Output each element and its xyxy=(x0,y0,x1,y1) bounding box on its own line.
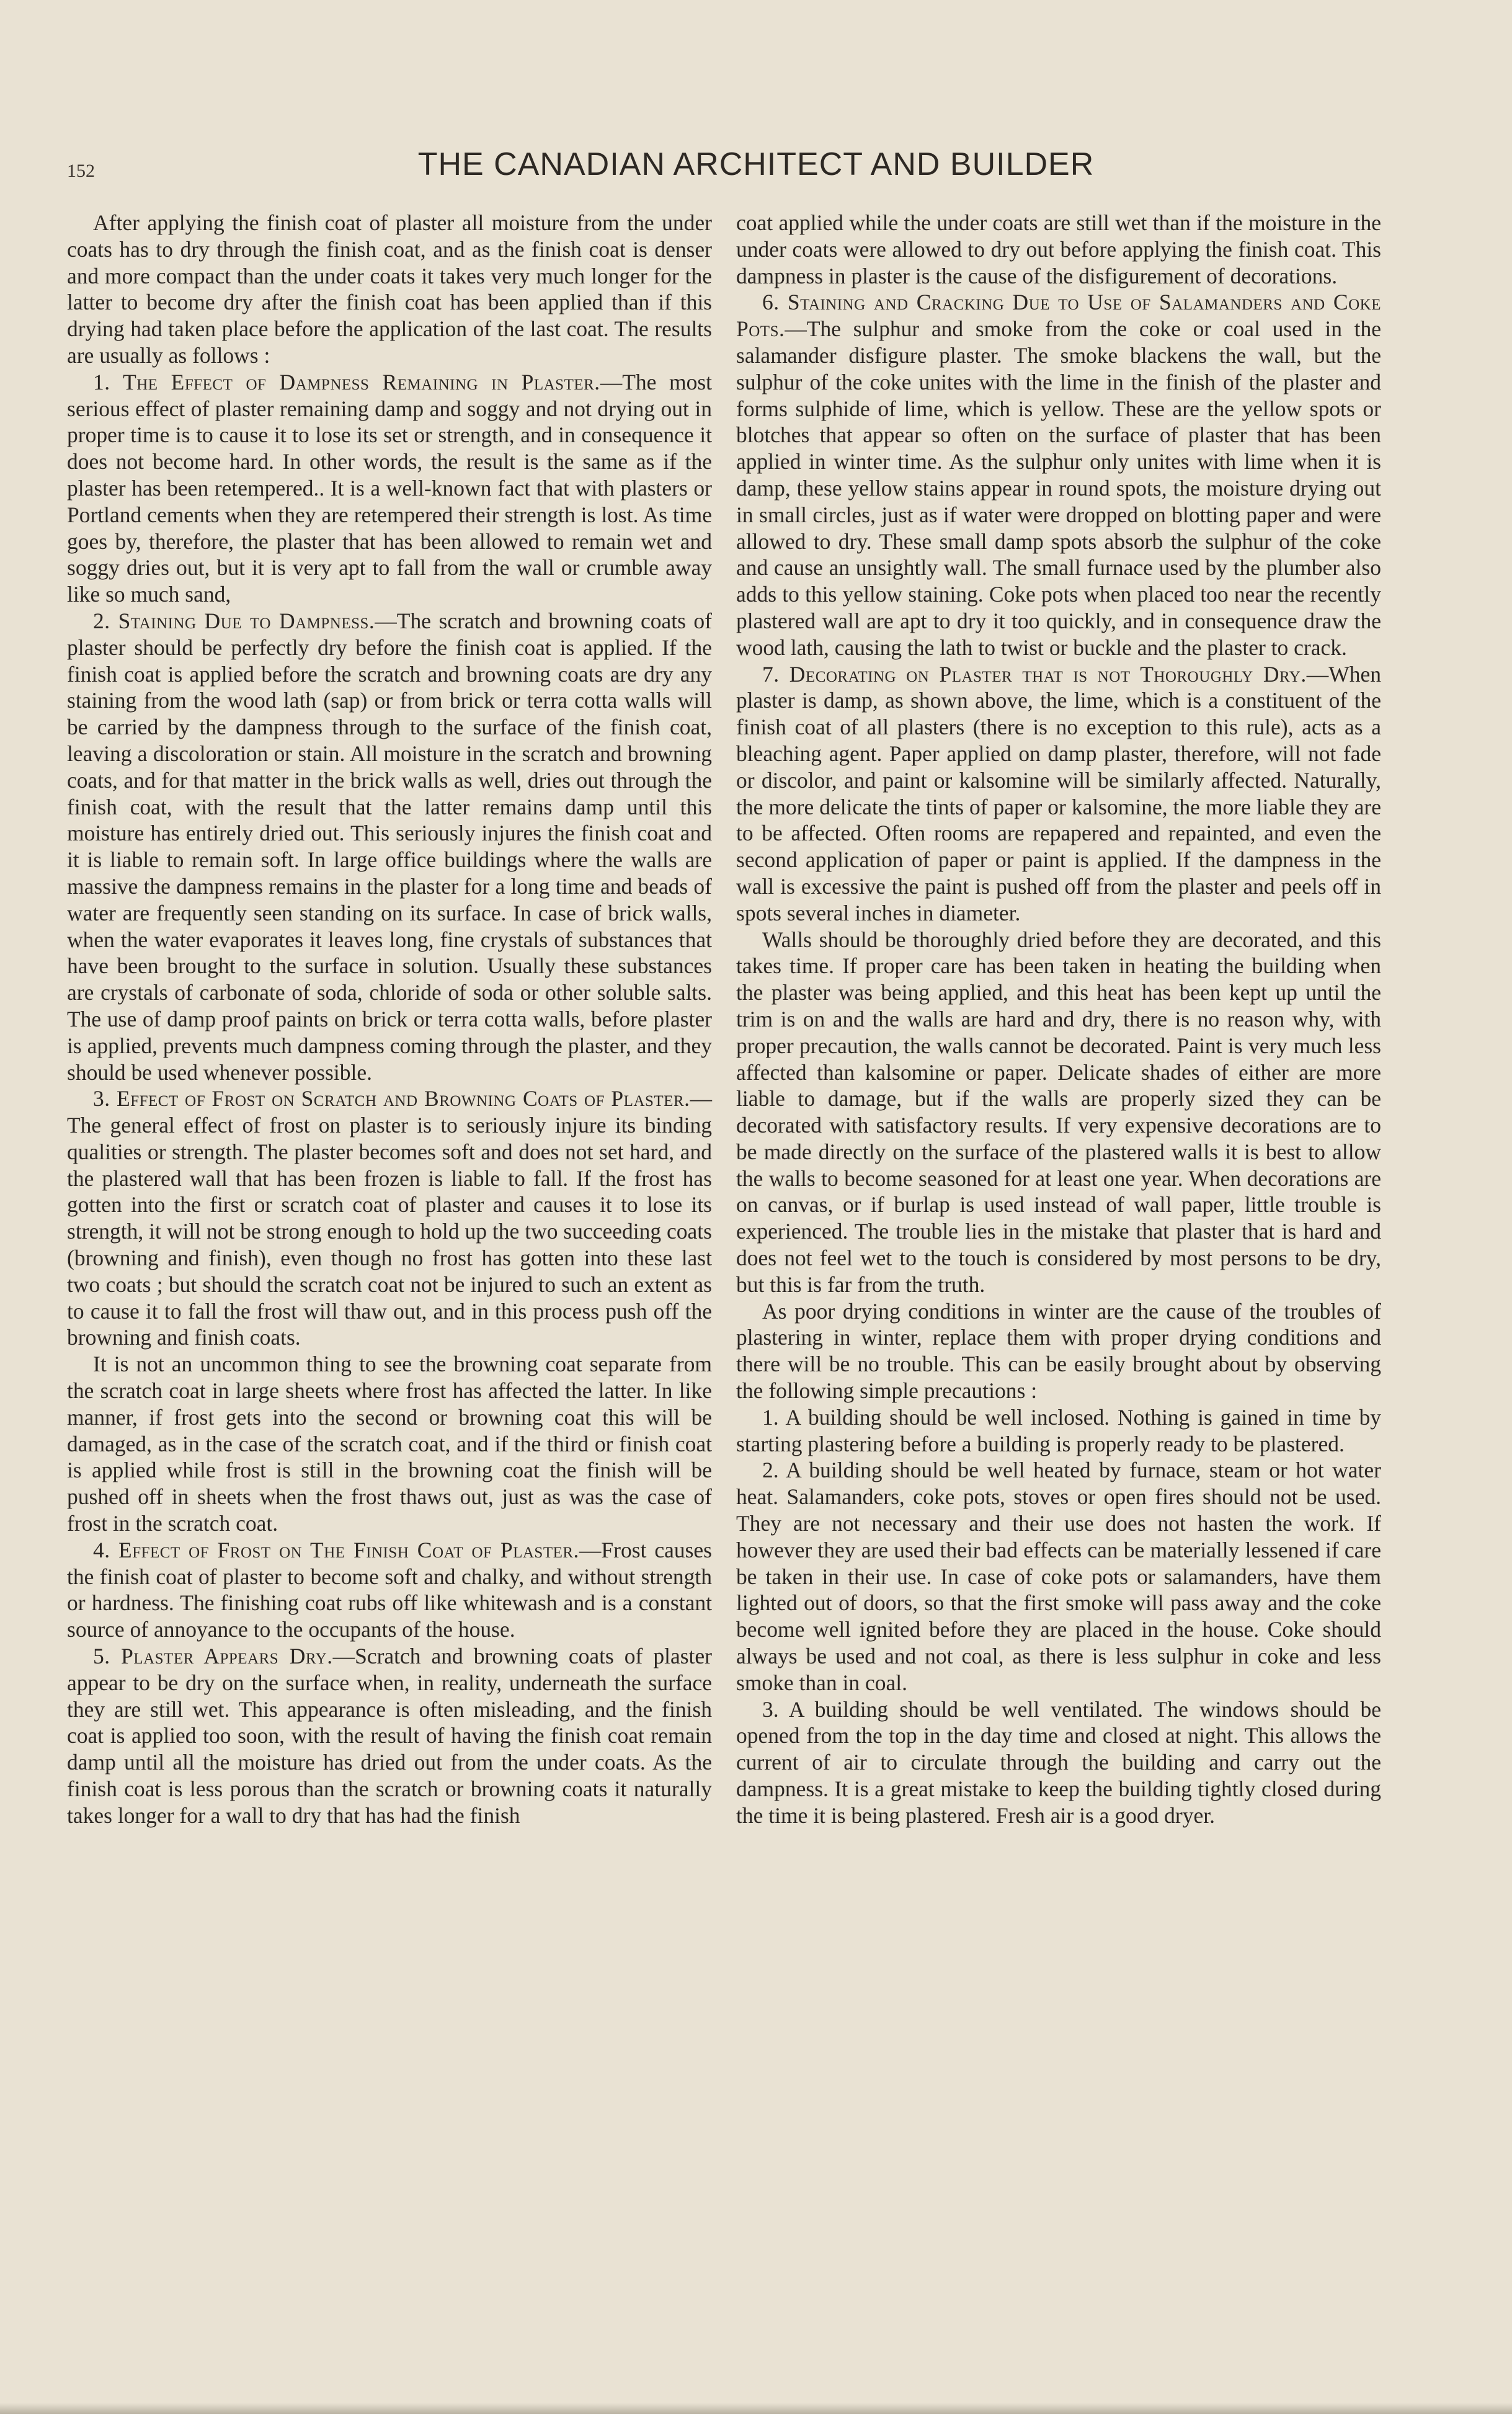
section-5-body: —Scratch and browning coats of plaster appear to be dry on the surface when, in reality, underneath the surface they are still wet. This appearance is often misleading, and the finish coat is applied too soon, with the result of having the finish coat remain damp until all the moisture has dried out from the under coats. As the finish coat is less porous than the scratch or browning coats it naturally takes longer for a wall to dry that has had the finish xyxy=(67,1644,712,1828)
section-3-body: —The general effect of frost on plaster is to seriously injure its binding qualities or strength. The plaster becomes soft and does not set hard, and the plastered wall that has been frozen is liable to fall. If the frost has gotten into the first or scratch coat of plaster and causes it to lose its strength, it will not be strong enough to hold up the two succeeding coats (browning and finish), even though no frost has gotten into these last two coats ; but should the scratch coat not be injured to such an extent as to cause it to fall the frost will thaw out, and in this process push off the browning and finish coats. xyxy=(67,1086,712,1350)
section-1-heading: 1. The Effect of Dampness Remaining in Plaster. xyxy=(93,369,600,394)
precautions-intro: As poor drying conditions in winter are the cause of the troubles of plastering in winter, replace them with proper drying conditions and there will be no trouble. This can be easily brought about by observing the following simple precautions : xyxy=(736,1298,1381,1404)
section-5 xyxy=(67,1643,712,1829)
walls-paragraph: Walls should be thoroughly dried before they are decorated, and this takes time. If proper care has been taken in heating the building when the plaster was being applied, and this heat has been kept up until the trim is on and the walls are hard and dry, there is no reason why, with proper precaution, the walls cannot be decorated. Paint is very much less affected than kalsomine or paper. Delicate shades of either are more liable to damage, but if the walls are properly sized they can be decorated with satisfactory results. If very expensive decorations are to be made directly on the surface of the plastered walls it is best to allow the walls to become seasoned for at least one year. When decorations are on canvas, or if burlap is used instead of wall paper, little trouble is experienced. The trouble lies in the mistake that plaster that is hard and does not feel wet to the touch is considered by most persons to be dry, but this is far from the truth. xyxy=(736,927,1381,1297)
page-header xyxy=(0,146,1512,195)
section-6-body: —The sulphur and smoke from the coke or coal used in the salamander disfigure plaster. The smoke blackens the wall, but the sulphur of the coke unites with the lime in the finish of the plaster and forms sulphide of lime, which is yellow. These are the yellow spots or blotches that appear so often on the surface of plaster that has been applied in winter time. As the sulphur only unites with lime when it is damp, these yellow stains appear in round spots, the moisture drying out in small circles, just as if water were dropped on blotting paper and were allowed to dry. These small damp spots absorb the sulphur of the coke and cause an unsightly wall. The small furnace used by the plumber also adds to this yellow staining. Coke pots when placed too near the recently plastered wall are apt to dry it too quickly, and in consequence draw the wood lath, causing the lath to twist or buckle and the plaster to crack. xyxy=(736,316,1381,660)
section-7 xyxy=(736,661,1381,927)
precaution-2: 2. A building should be well heated by furnace, steam or hot water heat. Salamanders, coke pots, stoves or open fires should not be used. They are not necessary and their use does not hasten the work. If however they are used their bad effects can be materially lessened if care be taken in their use. In case of coke pots or salamanders, have them lighted out of doors, so that the first smoke will pass away and the coke become well ignited before they are placed in the house. Coke should always be used and not coal, as there is less sulphur in coke and less smoke than in coal. xyxy=(736,1458,1381,1695)
journal-title: THE CANADIAN ARCHITECT AND BUILDER xyxy=(417,146,1095,182)
section-7-heading: 7. Decorating on Plaster that is not Thoroughly Dry. xyxy=(762,661,1307,687)
section-4 xyxy=(67,1537,712,1643)
intro-paragraph: After applying the finish coat of plaster all moisture from the under coats has to dry through the finish coat, and as the finish coat is denser and more compact than the under coats it takes very much longer for the latter to become dry after the finish coat has been applied than if this drying had taken place before the application of the last coat. The results are usually as follows : xyxy=(67,210,712,368)
continued-paragraph: coat applied while the under coats are still wet than if the moisture in the under coats were allowed to dry out before applying the finish coat. This dampness in plaster is the cause of the disfigurement of decorations. xyxy=(736,210,1381,288)
section-7-body: —When plaster is damp, as shown above, the lime, which is a constituent of the finish coat of all plasters (there is no exception to this rule), acts as a bleaching agent. Paper applied on damp plaster, therefore, will not fade or discolor, and paint or kalsomine will be similarly affected. Naturally, the more delicate the tints of paper or kalsomine, the more liable they are to be affected. Often rooms are repapered and repainted, and even the second application of paper or paint is applied. If the dampness in the wall is excessive the paint is pushed off from the plaster and peels off in spots several inches in diameter. xyxy=(736,661,1381,925)
section-1-body: —The most serious effect of plaster remaining damp and soggy and not drying out in proper time is to cause it to lose its set or strength, and in consequence it does not become hard. In other words, the result is the same as if the plaster has been retempered.. It is a well-known fact that with plasters or Portland cements when they are retempered their strength is lost. As time goes by, therefore, the plaster that has been allowed to remain wet and soggy dries out, but it is very apt to fall from the wall or crumble away like so much sand, xyxy=(67,369,713,607)
section-1 xyxy=(67,369,712,608)
precaution-1: 1. A building should be well inclosed. Nothing is gained in time by starting plastering before a building is properly ready to be plastered. xyxy=(736,1404,1381,1456)
right-column xyxy=(736,210,1381,1829)
page-number: 152 xyxy=(67,161,95,181)
section-6-heading: 6. Staining and Cracking Due to Use of Salamanders and Coke Pots. xyxy=(736,290,1381,342)
section-5-heading: 5. Plaster Appears Dry. xyxy=(93,1644,333,1669)
section-3-heading: 3. Effect of Frost on Scratch and Browning Coats of Plaster. xyxy=(93,1086,690,1111)
section-2-body: —The scratch and browning coats of plaster should be perfectly dry before the finish coat is applied. If the finish coat is applied before the scratch and browning coats are dry any staining from the wood lath (sap) or from brick or terra cotta walls will be carried by the dampness through to the surface of the finish coat, leaving a discoloration or stain. All moisture in the scratch and browning coats, and for that matter in the brick walls as well, dries out through the finish coat, with the result that the latter remains damp until this moisture has entirely dried out. This seriously injures the finish coat and it is liable to remain soft. In large office buildings where the walls are massive the dampness remains in the plaster for a long time and beads of water are frequently seen standing on its surface. In case of brick walls, when the water evaporates it leaves long, fine crystals of substances that have been brought to the surface in solution. Usually these substances are crystals of carbonate of soda, chloride of soda or other soluble salts. The use of damp proof paints on brick or terra cotta walls, before plaster is applied, prevents much dampness coming through the plaster, and they should be used whenever possible. xyxy=(67,608,712,1085)
section-2 xyxy=(67,608,712,1085)
page-edge-shadow xyxy=(0,2403,1512,2414)
section-4-body: —Frost causes the finish coat of plaster to become soft and chalky, and without strength or hardness. The finishing coat rubs off like whitewash and is a constant source of annoyance to the occupants of the house. xyxy=(67,1537,712,1642)
section-3-paragraph-2: It is not an uncommon thing to see the browning coat separate from the scratch coat in large sheets where frost has affected the latter. In like manner, if frost gets into the second or browning coat this will be damaged, as in the case of the scratch coat, and if the third or finish coat is applied while frost is still in the browning coat the finish will be pushed off in sheets when the frost thaws out, just as was the case of frost in the scratch coat. xyxy=(67,1352,712,1536)
precaution-3: 3. A building should be well ventilated. The windows should be opened from the top in the day time and closed at night. This allows the current of air to circulate through the building and carry out the dampness. It is a great mistake to keep the building tightly closed during the time it is being plastered. Fresh air is a good dryer. xyxy=(736,1696,1381,1828)
section-2-heading: 2. Staining Due to Dampness. xyxy=(93,608,375,633)
section-6 xyxy=(736,289,1381,661)
section-3 xyxy=(67,1085,712,1351)
left-column xyxy=(67,210,712,1829)
section-4-heading: 4. Effect of Frost on The Finish Coat of Plaster. xyxy=(93,1537,579,1562)
